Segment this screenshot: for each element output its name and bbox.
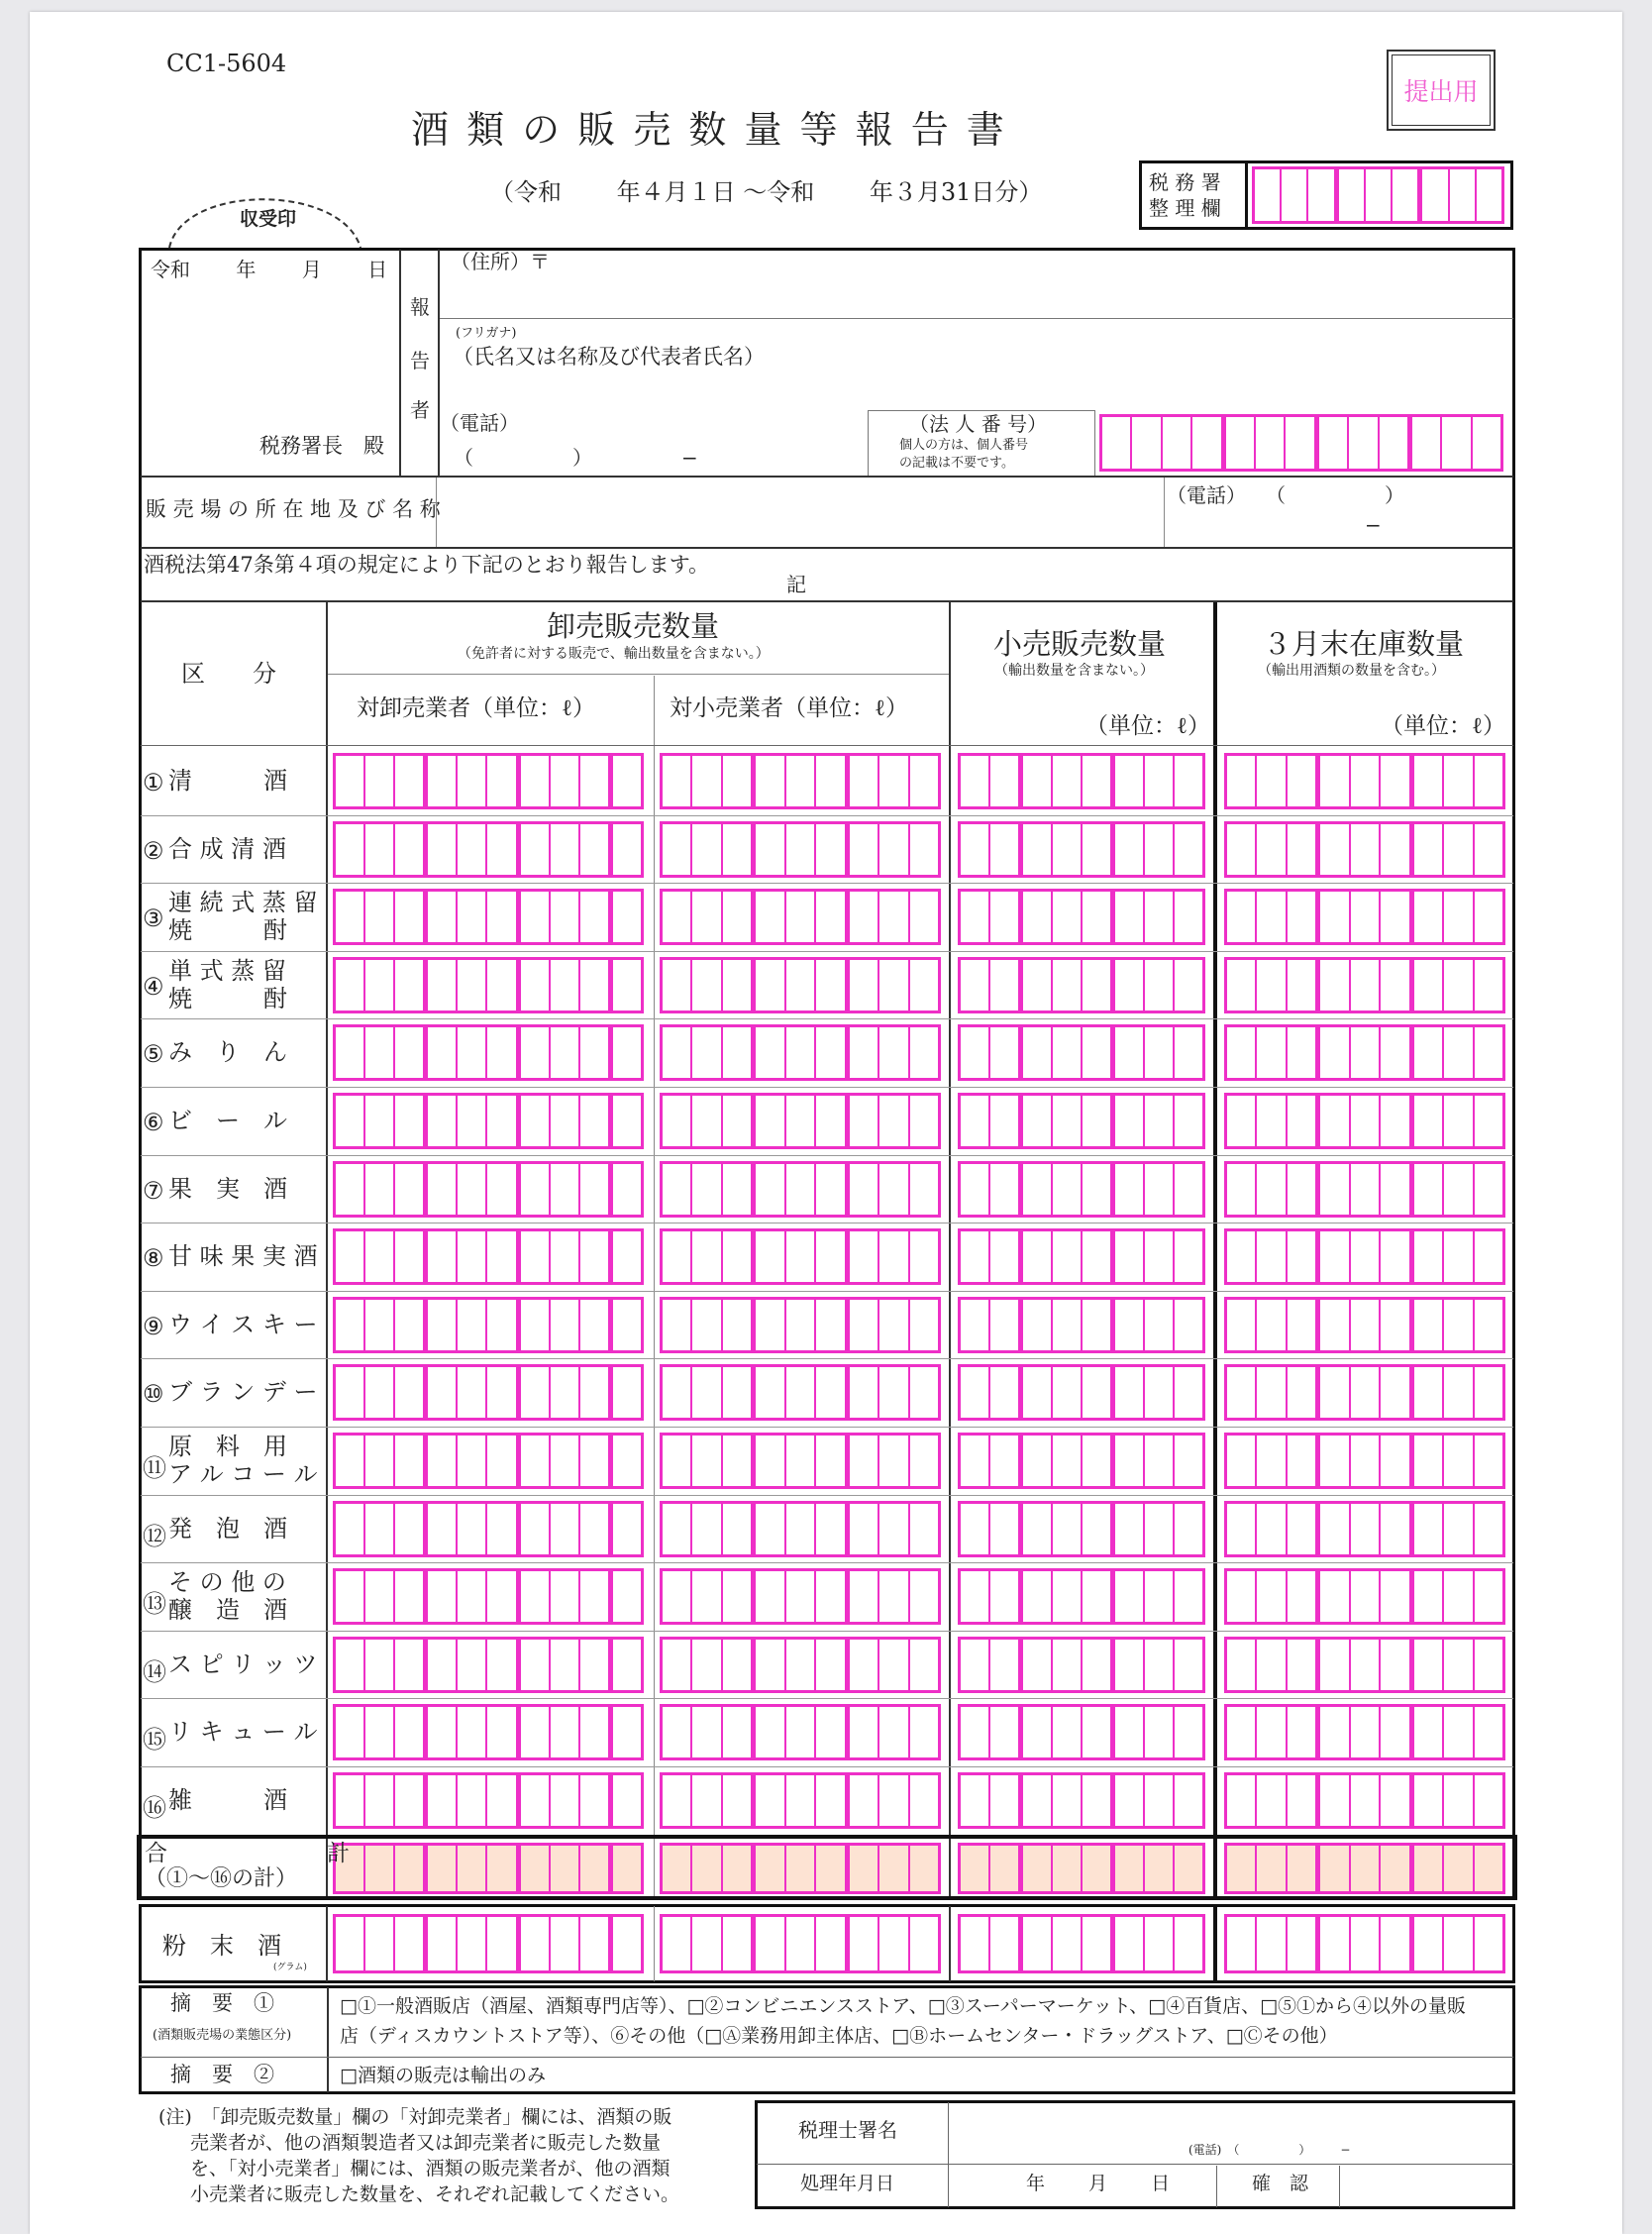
row-label-1 — [143, 747, 321, 815]
row-number: ⑨ — [143, 1313, 164, 1340]
row-1-to-retailer-input[interactable] — [660, 753, 941, 809]
powder-unit: (グラム) — [273, 1963, 307, 1972]
summary-1-sub: (酒類販売場の業態区分) — [153, 2028, 292, 2043]
to-retailer-header: 対小売業者（単位：ℓ） — [670, 695, 909, 721]
row-16-to-retailer-input[interactable] — [660, 1772, 941, 1829]
row-5-stock-input[interactable] — [1224, 1024, 1505, 1081]
row-9-retail-input[interactable] — [958, 1297, 1205, 1353]
row-label-5 — [143, 1018, 321, 1087]
row-10-stock-input[interactable] — [1224, 1364, 1505, 1421]
row-number: ⑩ — [143, 1380, 164, 1408]
wholesale-title: 卸売販売数量 — [547, 609, 720, 643]
row-5-to-wholesaler-input[interactable] — [333, 1024, 644, 1081]
row-number: ⑤ — [143, 1040, 164, 1068]
row-10-retail-input[interactable] — [958, 1364, 1205, 1421]
row-7-retail-input[interactable] — [958, 1161, 1205, 1218]
row-label-14 — [143, 1631, 321, 1699]
row-3-to-wholesaler-input[interactable] — [333, 889, 644, 945]
tax-office-label-2: 整 理 欄 — [1149, 196, 1221, 220]
row-label-text: リ キ ュ ー ル — [168, 1718, 318, 1746]
row-label-12 — [143, 1495, 321, 1563]
tax-office-input[interactable] — [1252, 166, 1504, 224]
row-label-10 — [143, 1358, 321, 1427]
row-12-to-wholesaler-input[interactable] — [333, 1501, 644, 1557]
row-16-retail-input[interactable] — [958, 1772, 1205, 1829]
row-12-retail-input[interactable] — [958, 1501, 1205, 1557]
row-3-retail-input[interactable] — [958, 889, 1205, 945]
row-14-retail-input[interactable] — [958, 1637, 1205, 1693]
report-date: 令和 年 月 日 — [151, 258, 388, 281]
receipt-stamp-label: 収受印 — [240, 208, 297, 230]
powder-label: 粉 末 酒 — [162, 1932, 281, 1960]
powder-row-frame — [139, 1904, 1515, 1983]
address-label: （住所）〒 — [451, 250, 550, 273]
row-14-to-wholesaler-input[interactable] — [333, 1637, 644, 1693]
row-label-4 — [143, 951, 321, 1019]
row-label-line-2: ア ル コ ー ル — [168, 1460, 318, 1488]
row-label-text: 果 実 酒 — [168, 1175, 287, 1203]
row-label-line-1: 単 式 蒸 留 — [168, 957, 286, 985]
row-label-text: ス ピ リ ッ ツ — [168, 1650, 318, 1678]
row-2-stock-input[interactable] — [1224, 821, 1505, 878]
row-4-stock-input[interactable] — [1224, 957, 1505, 1013]
row-label-13 — [143, 1562, 321, 1631]
retail-unit: （単位：ℓ） — [1085, 713, 1211, 739]
row-label-line-1: そ の 他 の — [168, 1568, 286, 1596]
shop-phone[interactable]: （電話） （ ） — [1167, 483, 1404, 507]
total-label: 合 計 — [145, 1841, 350, 1866]
row-1-stock-input[interactable] — [1224, 753, 1505, 809]
row-number: ⑯ — [143, 1794, 166, 1822]
confirm-label: 確 認 — [1252, 2173, 1309, 2194]
note-line-2: 売業者が、他の酒類製造者又は卸売業者に販売した数量 — [190, 2132, 662, 2154]
row-6-to-wholesaler-input[interactable] — [333, 1093, 644, 1149]
row-number: ⑮ — [143, 1726, 166, 1754]
corp-number-note-2: の記載は不要です。 — [899, 456, 1014, 471]
wholesale-note: （免許者に対する販売で、輸出数量を含まない。） — [458, 646, 770, 662]
row-number: ⑫ — [143, 1523, 166, 1550]
row-10-to-wholesaler-input[interactable] — [333, 1364, 644, 1421]
row-13-retail-input[interactable] — [958, 1568, 1205, 1625]
corp-number-label: （法 人 番 号） — [909, 412, 1048, 436]
row-11-stock-input[interactable] — [1224, 1433, 1505, 1489]
summary-1-line-1[interactable]: □①一般酒販店（酒屋、酒類専門店等）、□②コンビニエンスストア、□③スーパーマーケット、□④百貨店、□⑤①から④以外の量販 — [340, 1995, 1467, 2017]
furigana-label: (フリガナ) — [456, 326, 517, 341]
retail-title: 小売販売数量 — [993, 627, 1167, 661]
row-1-retail-input[interactable] — [958, 753, 1205, 809]
summary-2-label: 摘 要 ② — [170, 2063, 274, 2086]
row-label-9 — [143, 1291, 321, 1359]
row-15-to-wholesaler-input[interactable] — [333, 1704, 644, 1760]
summary-1-label: 摘 要 ① — [170, 1991, 274, 2015]
submission-stamp-box — [1387, 50, 1496, 131]
row-13-to-retailer-input[interactable] — [660, 1568, 941, 1625]
shop-phone-dash: − — [1365, 513, 1382, 537]
row-15-stock-input[interactable] — [1224, 1704, 1505, 1760]
row-9-to-wholesaler-input[interactable] — [333, 1297, 644, 1353]
row-16-stock-input[interactable] — [1224, 1772, 1505, 1829]
reporter-char-2: 告 — [410, 349, 430, 372]
row-label-text: ビ ー ル — [168, 1107, 287, 1134]
row-label-line-2: 醸 造 酒 — [168, 1596, 287, 1624]
tax-accountant-phone: (電話) （ ） − — [1188, 2143, 1351, 2157]
row-4-retail-input[interactable] — [958, 957, 1205, 1013]
reporter-char-1: 報 — [410, 295, 430, 319]
row-3-to-retailer-input[interactable] — [660, 889, 941, 945]
row-number: ⑥ — [143, 1109, 164, 1136]
row-7-to-wholesaler-input[interactable] — [333, 1161, 644, 1218]
submission-stamp-text: 提出用 — [1403, 77, 1479, 106]
row-7-to-retailer-input[interactable] — [660, 1161, 941, 1218]
form-code: CC1-5604 — [166, 50, 287, 77]
row-label-line-2: 焼 酎 — [168, 985, 287, 1012]
row-number: ③ — [143, 904, 164, 932]
phone-field[interactable]: （ ） − — [454, 446, 698, 470]
total-sub-label: （①〜⑯の計） — [145, 1866, 298, 1891]
row-2-to-wholesaler-input[interactable] — [333, 821, 644, 878]
kubun-header: 区 分 — [181, 660, 276, 688]
report-period: （令和 年４月１日 〜令和 年３月31日分） — [490, 178, 1043, 206]
row-2-to-retailer-input[interactable] — [660, 821, 941, 878]
row-11-to-retailer-input[interactable] — [660, 1433, 941, 1489]
row-label-text: み り ん — [168, 1038, 287, 1066]
row-number: ② — [143, 837, 164, 865]
row-8-to-wholesaler-input[interactable] — [333, 1228, 644, 1285]
row-label-text: 甘 味 果 実 酒 — [168, 1242, 318, 1270]
row-14-stock-input[interactable] — [1224, 1637, 1505, 1693]
row-number: ⑧ — [143, 1244, 164, 1272]
row-label-text: 合 成 清 酒 — [168, 835, 286, 863]
stock-note: （輸出用酒類の数量を含む。） — [1258, 663, 1445, 679]
row-8-retail-input[interactable] — [958, 1228, 1205, 1285]
note-line-1: (注) 「卸売販売数量」欄の「対卸売業者」欄には、酒類の販 — [158, 2106, 672, 2128]
form-title: 酒 類 の 販 売 数 量 等 報 告 書 — [411, 108, 1007, 152]
row-label-3 — [143, 883, 321, 951]
row-6-to-retailer-input[interactable] — [660, 1093, 941, 1149]
row-8-to-retailer-input[interactable] — [660, 1228, 941, 1285]
row-label-2 — [143, 815, 321, 884]
processing-date-label: 処理年月日 — [800, 2173, 895, 2194]
row-label-7 — [143, 1155, 321, 1223]
row-7-stock-input[interactable] — [1224, 1161, 1505, 1218]
stock-unit: （単位：ℓ） — [1381, 713, 1506, 739]
row-label-text: 発 泡 酒 — [168, 1515, 287, 1543]
row-9-to-retailer-input[interactable] — [660, 1297, 941, 1353]
corp-number-note-1: 個人の方は、個人番号 — [899, 438, 1029, 453]
row-16-to-wholesaler-input[interactable] — [333, 1772, 644, 1829]
row-number: ⑭ — [143, 1658, 166, 1686]
row-6-stock-input[interactable] — [1224, 1093, 1505, 1149]
row-2-retail-input[interactable] — [958, 821, 1205, 878]
row-label-line-2: 焼 酎 — [168, 916, 287, 944]
row-number: ⑬ — [143, 1590, 166, 1618]
phone-label: （電話） — [440, 411, 519, 435]
row-13-stock-input[interactable] — [1224, 1568, 1505, 1625]
row-4-to-wholesaler-input[interactable] — [333, 957, 644, 1013]
summary-1-line-2[interactable]: 店（ディスカウントストア等）、⑥その他（□Ⓐ業務用卸主体店、□Ⓑホームセンター・ドラッグストア、□Ⓒその他） — [340, 2025, 1338, 2047]
row-label-text: ウ イ ス キ ー — [168, 1311, 318, 1338]
row-label-text: ブ ラ ン デ ー — [168, 1378, 318, 1406]
corp-number-input[interactable] — [1099, 414, 1503, 472]
row-label-line-1: 連 続 式 蒸 留 — [168, 889, 318, 916]
row-4-to-retailer-input[interactable] — [660, 957, 941, 1013]
summary-2-text[interactable]: □酒類の販売は輸出のみ — [340, 2065, 546, 2086]
row-8-stock-input[interactable] — [1224, 1228, 1505, 1285]
tax-chief-label: 税務署長 殿 — [259, 434, 384, 458]
row-5-retail-input[interactable] — [958, 1024, 1205, 1081]
row-10-to-retailer-input[interactable] — [660, 1364, 941, 1421]
row-label-6 — [143, 1087, 321, 1155]
name-label: （氏名又は名称及び代表者氏名） — [453, 345, 765, 369]
row-label-line-1: 原 料 用 — [168, 1433, 287, 1460]
row-12-stock-input[interactable] — [1224, 1501, 1505, 1557]
row-11-retail-input[interactable] — [958, 1433, 1205, 1489]
row-number: ① — [143, 769, 164, 797]
row-11-to-wholesaler-input[interactable] — [333, 1433, 644, 1489]
reporter-char-3: 者 — [410, 398, 430, 422]
row-label-8 — [143, 1223, 321, 1291]
row-number: ⑪ — [143, 1454, 166, 1482]
row-label-text: 雑 酒 — [168, 1786, 287, 1814]
shop-label: 販 売 場 の 所 在 地 及 び 名 称 — [146, 497, 441, 521]
row-15-to-retailer-input[interactable] — [660, 1704, 941, 1760]
row-number: ④ — [143, 973, 164, 1001]
stock-title: ３月末在庫数量 — [1263, 627, 1465, 661]
row-label-16 — [143, 1766, 321, 1835]
row-3-stock-input[interactable] — [1224, 889, 1505, 945]
law-text: 酒税法第47条第４項の規定により下記のとおり報告します。 — [144, 553, 710, 577]
row-1-to-wholesaler-input[interactable] — [333, 753, 644, 809]
note-line-4: 小売業者に販売した数量を、それぞれ記載してください。 — [190, 2183, 680, 2205]
row-14-to-retailer-input[interactable] — [660, 1637, 941, 1693]
row-12-to-retailer-input[interactable] — [660, 1501, 941, 1557]
retail-note: （輸出数量を含まない。） — [994, 663, 1154, 679]
ki-mark: 記 — [786, 573, 806, 596]
processing-date-value: 年 月 日 — [1026, 2173, 1171, 2194]
tax-office-label-1: 税 務 署 — [1149, 170, 1221, 194]
row-5-to-retailer-input[interactable] — [660, 1024, 941, 1081]
row-label-15 — [143, 1698, 321, 1766]
row-9-stock-input[interactable] — [1224, 1297, 1505, 1353]
row-number: ⑦ — [143, 1177, 164, 1205]
row-label-11 — [143, 1427, 321, 1495]
tax-accountant-label: 税理士署名 — [798, 2118, 897, 2142]
row-13-to-wholesaler-input[interactable] — [333, 1568, 644, 1625]
row-6-retail-input[interactable] — [958, 1093, 1205, 1149]
note-line-3: を、「対小売業者」欄には、酒類の販売業者が、他の酒類 — [190, 2158, 671, 2180]
row-15-retail-input[interactable] — [958, 1704, 1205, 1760]
to-wholesaler-header: 対卸売業者（単位：ℓ） — [357, 695, 596, 721]
row-label-text: 清 酒 — [168, 767, 287, 795]
